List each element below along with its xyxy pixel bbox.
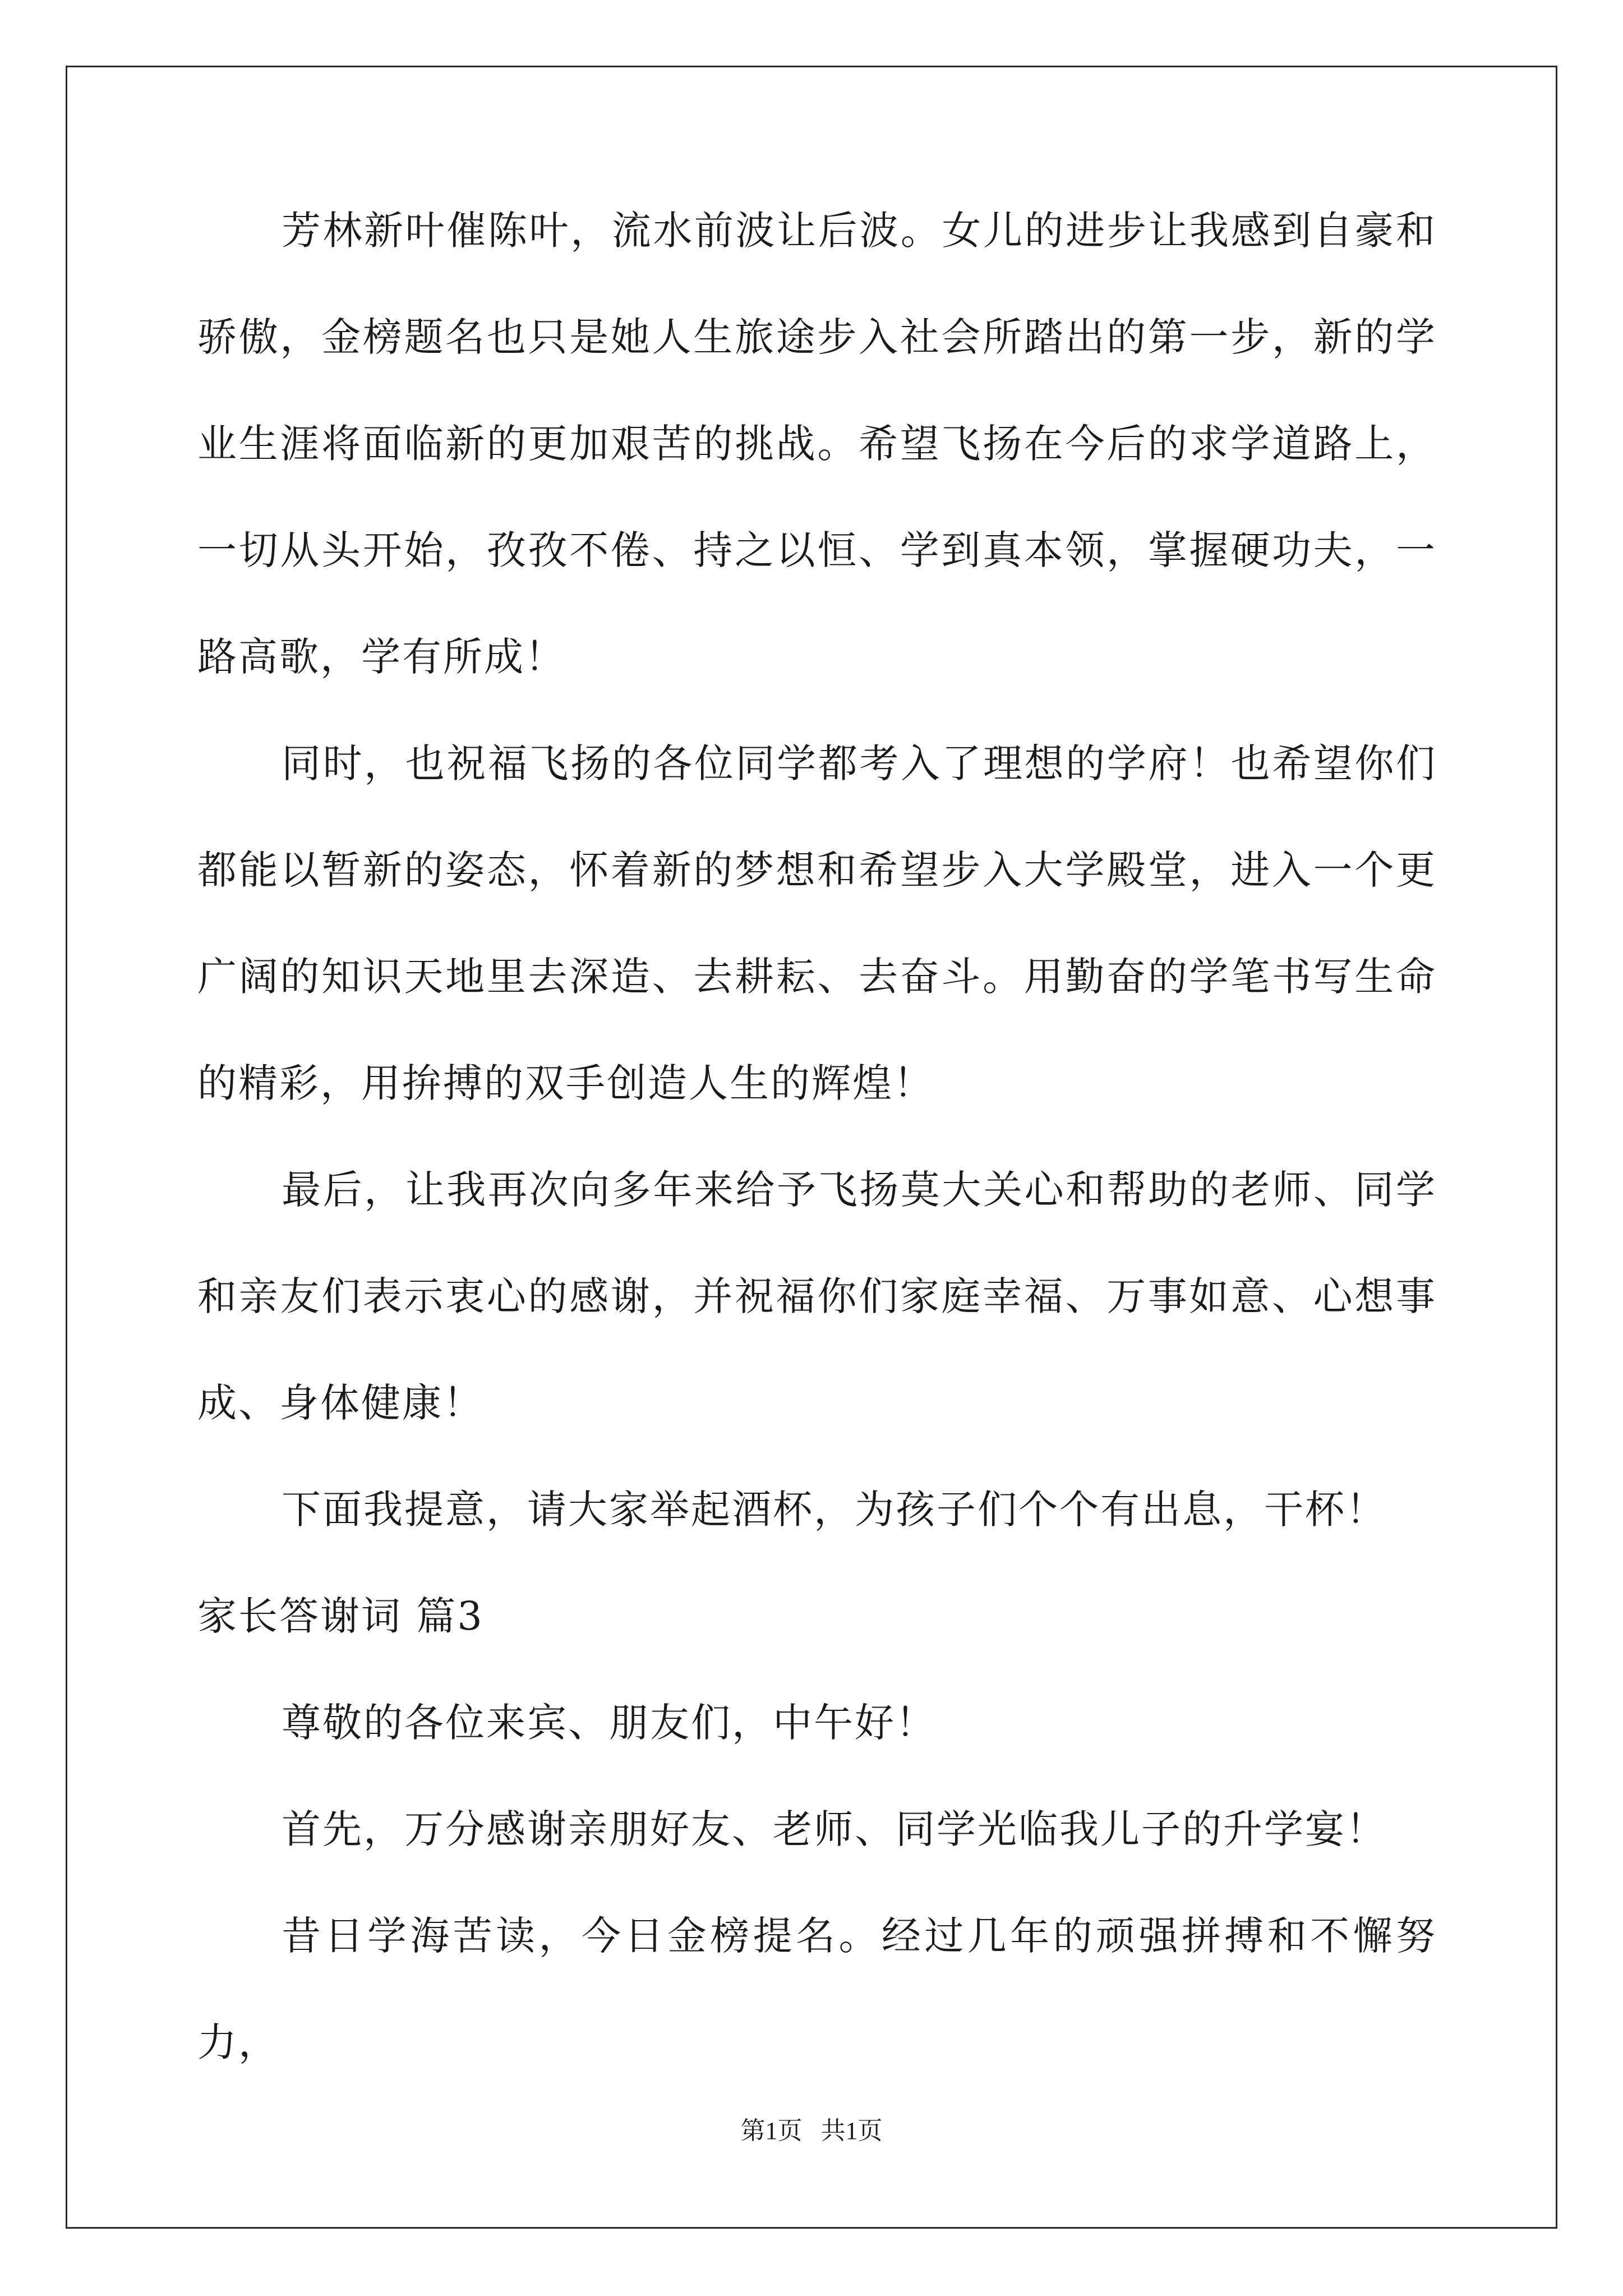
page-footer — [0, 2110, 1623, 2146]
document-body — [197, 177, 1437, 2096]
section-heading: 家长答谢词 篇3 — [197, 1593, 484, 1639]
paragraph-thanks: 首先，万分感谢亲朋好友、老师、同学光临我儿子的升学宴！ — [282, 1806, 1387, 1852]
paragraph-1: 芳林新叶催陈叶，流水前波让后波。女儿的进步让我感到自豪和骄傲，金榜题名也只是她人生旅途步入社会所踏出的第一步，新的学业生涯将面临新的更加艰苦的挑战。希望飞扬在今后的求学道路上，一切从头开始，孜孜不倦、持之以恒、学到真本领，掌握硬功夫，一路高歌，学有所成！ — [197, 208, 1437, 680]
page-number: 第1页 — [740, 2117, 803, 2145]
paragraph-4: 下面我提意，请大家举起酒杯，为孩子们个个有出息，干杯！ — [282, 1487, 1387, 1533]
page-total: 共1页 — [820, 2117, 883, 2145]
paragraph-2: 同时，也祝福飞扬的各位同学都考入了理想的学府！也希望你们都能以暂新的姿态，怀着新的梦想和希望步入大学殿堂，进入一个更广阔的知识天地里去深造、去耕耘、去奋斗。用勤奋的学笔书写生命的精彩，用拚搏的双手创造人生的辉煌！ — [197, 740, 1437, 1106]
paragraph-3: 最后，让我再次向多年来给予飞扬莫大关心和帮助的老师、同学和亲友们表示衷心的感谢，并祝福你们家庭幸福、万事如意、心想事成、身体健康！ — [197, 1167, 1437, 1426]
paragraph-last: 昔日学海苦读，今日金榜提名。经过几年的顽强拼搏和不懈努力， — [197, 1913, 1437, 2065]
paragraph-greeting: 尊敬的各位来宾、朋友们，中午好！ — [282, 1700, 937, 1746]
